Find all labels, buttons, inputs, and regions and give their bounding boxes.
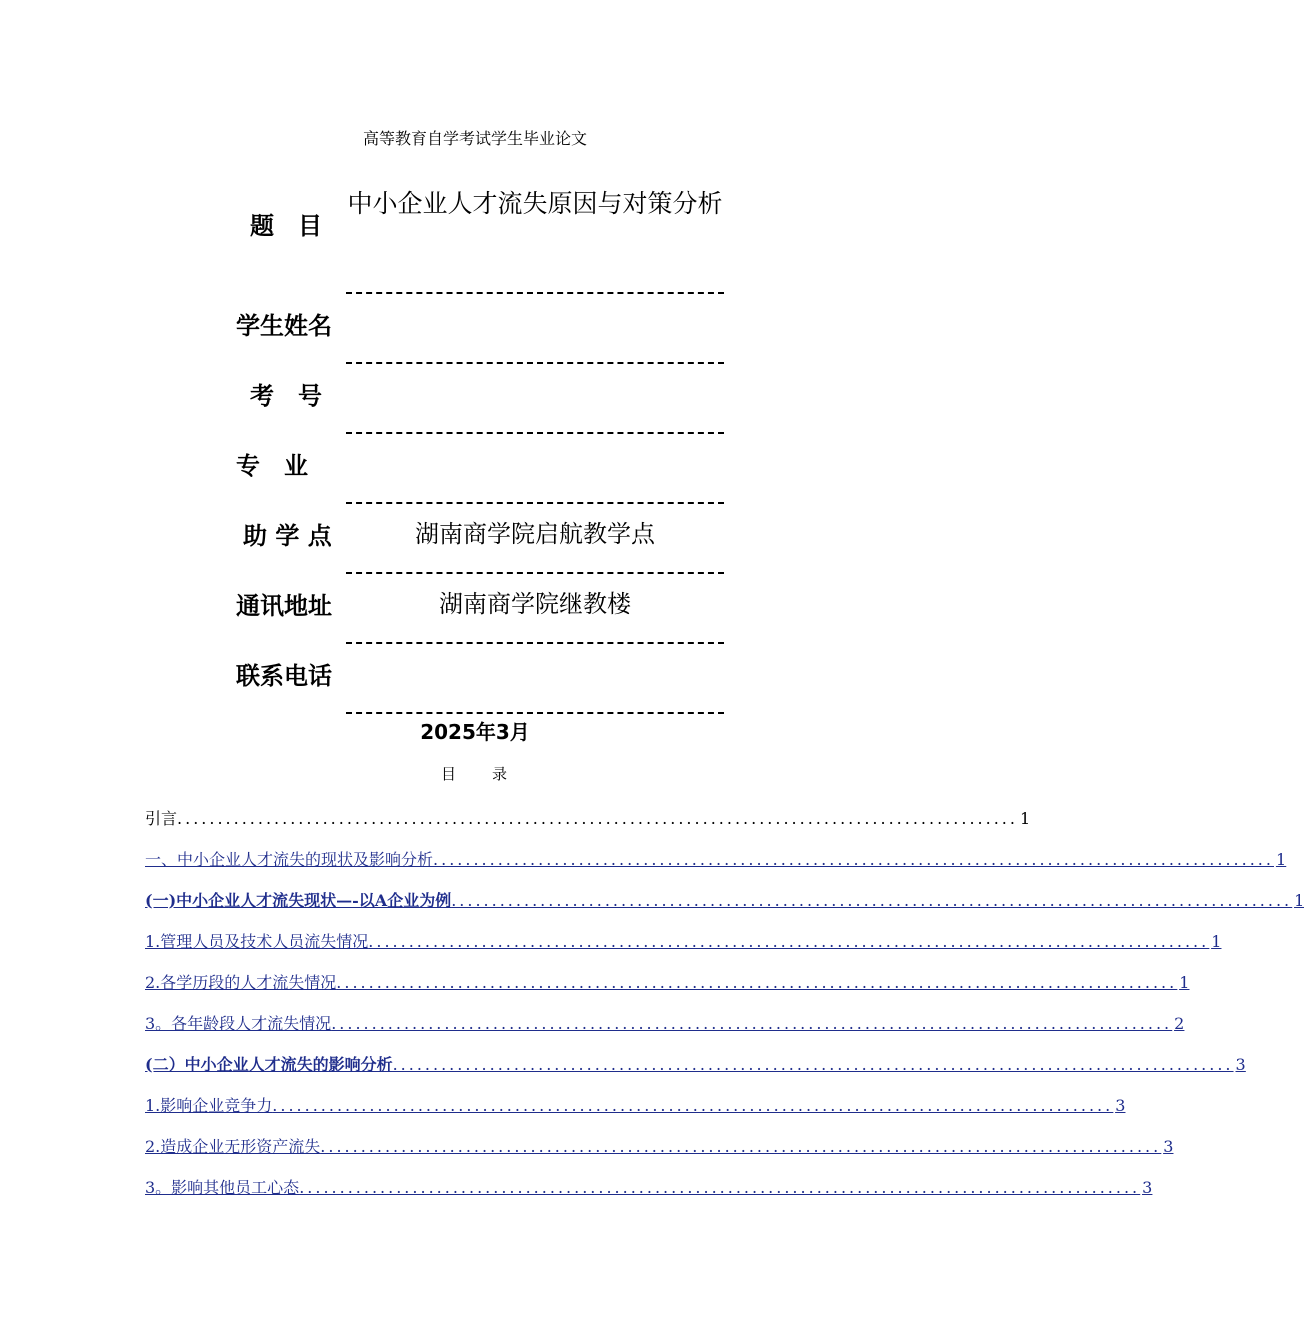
toc-item-page: 1 (1275, 850, 1287, 869)
toc-item-text: 2.造成企业无形资产流失 (145, 1137, 321, 1156)
toc-leader: ........................................................................................................ (177, 809, 1018, 828)
toc-leader: ........................................................................................................ (451, 891, 1293, 910)
title-label: 题 目 (250, 212, 322, 240)
toc-item-page: 1 (1179, 973, 1190, 992)
toc-item[interactable] (145, 929, 1222, 970)
toc-title: 目 录 (440, 765, 509, 783)
toc-item-text: 3。各年龄段人才流失情况 (145, 1014, 332, 1033)
toc-item-text: 1.影响企业竞争力 (145, 1096, 273, 1115)
address-value: 湖南商学院继教楼 (439, 590, 631, 618)
table-of-contents (145, 806, 1304, 1216)
toc-leader: ........................................................................................................ (331, 1014, 1173, 1033)
student-name-label: 学生姓名 (236, 312, 332, 340)
toc-leader: ........................................................................................................ (433, 850, 1274, 869)
toc-item-text: 引言 (145, 809, 178, 828)
major-label: 专 业 (236, 452, 308, 480)
toc-item-text: 3。影响其他员工心态 (145, 1178, 300, 1197)
toc-leader: ........................................................................................................ (336, 973, 1178, 992)
toc-item[interactable] (145, 1175, 1153, 1216)
title-value: 中小企业人才流失原因与对策分析 (347, 189, 723, 218)
toc-item-page: 2 (1174, 1014, 1185, 1033)
toc-item-page: 3 (1115, 1096, 1126, 1115)
toc-item[interactable] (145, 1134, 1174, 1175)
toc-item-page: 3 (1163, 1137, 1174, 1156)
phone-label: 联系电话 (236, 662, 332, 690)
toc-item[interactable] (145, 847, 1287, 888)
toc-item-page: 3 (1235, 1055, 1246, 1074)
study-point-value: 湖南商学院启航教学点 (415, 520, 655, 548)
toc-item-text: 2.各学历段的人才流失情况 (145, 973, 337, 992)
exam-number-label: 考 号 (250, 382, 322, 410)
divider (346, 432, 724, 435)
divider (346, 642, 724, 645)
document-header: 高等教育自学考试学生毕业论文 (362, 129, 587, 148)
divider (346, 572, 724, 575)
divider (346, 502, 724, 505)
toc-item-text: (一)中小企业人才流失现状—-以A企业为例 (145, 891, 452, 910)
toc-item[interactable] (145, 970, 1190, 1011)
address-label: 通讯地址 (236, 592, 332, 620)
toc-leader: ........................................................................................................ (272, 1096, 1114, 1115)
toc-item[interactable] (145, 1052, 1246, 1093)
toc-item-text: 一、中小企业人才流失的现状及影响分析 (145, 850, 434, 869)
toc-item-page: 1 (1211, 932, 1222, 951)
toc-item-text: 1.管理人员及技术人员流失情况 (145, 932, 369, 951)
toc-item[interactable] (145, 888, 1304, 929)
toc-item[interactable] (145, 1093, 1126, 1134)
toc-leader: ........................................................................................................ (299, 1178, 1141, 1197)
submission-date: 2025年3月 (420, 720, 530, 744)
toc-item[interactable] (145, 1011, 1185, 1052)
divider (346, 712, 724, 715)
divider (346, 292, 724, 295)
toc-leader: ........................................................................................................ (368, 932, 1210, 951)
toc-item[interactable] (145, 806, 1031, 847)
toc-item-text: (二）中小企业人才流失的影响分析 (145, 1055, 393, 1074)
toc-leader: ........................................................................................................ (392, 1055, 1234, 1074)
toc-item-page: 3 (1142, 1178, 1153, 1197)
study-point-label: 助 学 点 (243, 522, 332, 550)
divider (346, 362, 724, 365)
toc-item-page: 1 (1294, 891, 1304, 910)
toc-leader: ........................................................................................................ (320, 1137, 1162, 1156)
toc-item-page: 1 (1019, 809, 1031, 828)
